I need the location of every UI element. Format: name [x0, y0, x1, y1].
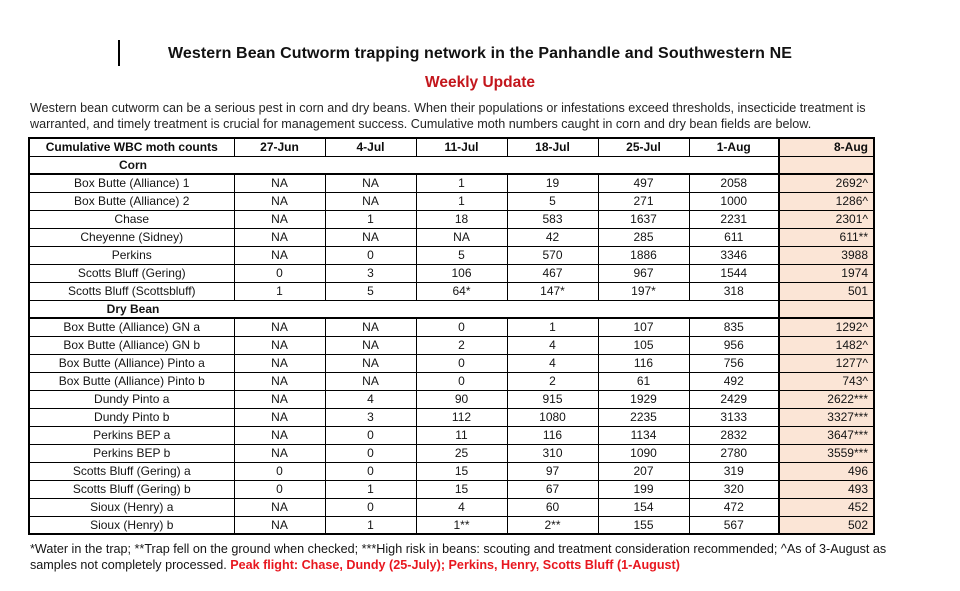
value-cell: 2 [507, 372, 598, 390]
cumulative-highlight-cell: 1286^ [779, 192, 874, 210]
section-label-cell [29, 300, 779, 318]
value-cell: 5 [507, 192, 598, 210]
value-cell: 611 [689, 228, 779, 246]
page-subtitle: Weekly Update [425, 74, 535, 91]
location-cell: Box Butte (Alliance) 2 [29, 192, 234, 210]
section-row [29, 300, 874, 318]
value-cell: NA [234, 516, 325, 534]
footnote-line-1: *Water in the trap; **Trap fell on the ground when checked; ***High risk in beans: scouting and treatment consideration recommended; ^As of 3-August as [30, 542, 887, 557]
cumulative-highlight-cell: 2622*** [779, 390, 874, 408]
table-header-cell: 4-Jul [325, 138, 416, 156]
value-cell: 155 [598, 516, 689, 534]
value-cell: 97 [507, 462, 598, 480]
cumulative-highlight-cell: 3647*** [779, 426, 874, 444]
value-cell: 11 [416, 426, 507, 444]
value-cell: 0 [325, 246, 416, 264]
value-cell: 42 [507, 228, 598, 246]
value-cell: 2235 [598, 408, 689, 426]
table-row [29, 372, 874, 390]
page-title: Western Bean Cutworm trapping network in the Panhandle and Southwestern NE [167, 45, 793, 62]
footnote-peak-flight: Peak flight: Chase, Dundy (25-July); Perkins, Henry, Scotts Bluff (1-August) [230, 558, 680, 573]
value-cell: 2058 [689, 174, 779, 192]
value-cell: 583 [507, 210, 598, 228]
value-cell: 207 [598, 462, 689, 480]
value-cell: 116 [507, 426, 598, 444]
value-cell: 835 [689, 318, 779, 336]
text-cursor [118, 40, 120, 66]
value-cell: 967 [598, 264, 689, 282]
value-cell: NA [325, 336, 416, 354]
value-cell: 2 [416, 336, 507, 354]
section-highlight-cell [779, 300, 874, 318]
value-cell: 1** [416, 516, 507, 534]
value-cell: 318 [689, 282, 779, 300]
table-row [29, 318, 874, 336]
value-cell: 467 [507, 264, 598, 282]
table-row [29, 516, 874, 534]
table-row [29, 444, 874, 462]
table-row [29, 498, 874, 516]
table-row [29, 174, 874, 192]
value-cell: NA [325, 228, 416, 246]
value-cell: 106 [416, 264, 507, 282]
value-cell: 1 [507, 318, 598, 336]
value-cell: 90 [416, 390, 507, 408]
value-cell: NA [416, 228, 507, 246]
value-cell: 0 [234, 480, 325, 498]
value-cell: NA [234, 426, 325, 444]
value-cell: 567 [689, 516, 779, 534]
cumulative-highlight-cell: 2692^ [779, 174, 874, 192]
value-cell: 756 [689, 354, 779, 372]
value-cell: 67 [507, 480, 598, 498]
location-cell: Perkins BEP a [29, 426, 234, 444]
value-cell: 915 [507, 390, 598, 408]
cumulative-highlight-cell: 611** [779, 228, 874, 246]
table-header-cell: 18-Jul [507, 138, 598, 156]
location-cell: Chase [29, 210, 234, 228]
value-cell: 4 [507, 354, 598, 372]
cumulative-highlight-cell: 502 [779, 516, 874, 534]
value-cell: 956 [689, 336, 779, 354]
table-header-row [29, 138, 874, 156]
value-cell: NA [234, 174, 325, 192]
location-cell: Dundy Pinto b [29, 408, 234, 426]
location-cell: Perkins [29, 246, 234, 264]
value-cell: NA [234, 372, 325, 390]
value-cell: 4 [416, 498, 507, 516]
value-cell: 0 [325, 426, 416, 444]
value-cell: 1000 [689, 192, 779, 210]
value-cell: NA [234, 336, 325, 354]
table-header-cell: Cumulative WBC moth counts [29, 138, 234, 156]
value-cell: NA [325, 354, 416, 372]
location-cell: Dundy Pinto a [29, 390, 234, 408]
table-header-cell: 27-Jun [234, 138, 325, 156]
value-cell: 271 [598, 192, 689, 210]
value-cell: 2832 [689, 426, 779, 444]
table-row [29, 462, 874, 480]
location-cell: Box Butte (Alliance) Pinto b [29, 372, 234, 390]
value-cell: 497 [598, 174, 689, 192]
location-cell: Sioux (Henry) a [29, 498, 234, 516]
value-cell: 19 [507, 174, 598, 192]
section-label: Dry Bean [106, 301, 160, 316]
value-cell: NA [234, 246, 325, 264]
value-cell: 1 [325, 210, 416, 228]
value-cell: 319 [689, 462, 779, 480]
table-row [29, 264, 874, 282]
value-cell: 60 [507, 498, 598, 516]
cumulative-highlight-cell: 743^ [779, 372, 874, 390]
value-cell: 61 [598, 372, 689, 390]
footnote-line-2 [30, 557, 935, 573]
section-row [29, 156, 874, 174]
location-cell: Box Butte (Alliance) Pinto a [29, 354, 234, 372]
cumulative-highlight-cell: 501 [779, 282, 874, 300]
cumulative-highlight-cell: 1482^ [779, 336, 874, 354]
value-cell: 3 [325, 264, 416, 282]
value-cell: 4 [325, 390, 416, 408]
value-cell: 15 [416, 462, 507, 480]
cumulative-highlight-cell: 1277^ [779, 354, 874, 372]
value-cell: NA [325, 372, 416, 390]
value-cell: NA [234, 390, 325, 408]
value-cell: 0 [234, 264, 325, 282]
value-cell: 0 [416, 354, 507, 372]
value-cell: 472 [689, 498, 779, 516]
location-cell: Box Butte (Alliance) GN a [29, 318, 234, 336]
location-cell: Cheyenne (Sidney) [29, 228, 234, 246]
location-cell: Scotts Bluff (Gering) b [29, 480, 234, 498]
value-cell: 2** [507, 516, 598, 534]
table-body [29, 156, 874, 534]
cumulative-highlight-cell: 1292^ [779, 318, 874, 336]
table-header-cell: 11-Jul [416, 138, 507, 156]
value-cell: 1637 [598, 210, 689, 228]
value-cell: 1 [325, 480, 416, 498]
value-cell: 1886 [598, 246, 689, 264]
value-cell: 116 [598, 354, 689, 372]
cumulative-highlight-cell: 3988 [779, 246, 874, 264]
value-cell: NA [234, 408, 325, 426]
value-cell: 112 [416, 408, 507, 426]
value-cell: 0 [325, 462, 416, 480]
table-row [29, 408, 874, 426]
table-row [29, 228, 874, 246]
value-cell: 199 [598, 480, 689, 498]
table-row [29, 192, 874, 210]
value-cell: 0 [416, 372, 507, 390]
value-cell: 1090 [598, 444, 689, 462]
value-cell: NA [325, 174, 416, 192]
value-cell: 1 [234, 282, 325, 300]
cumulative-highlight-cell: 496 [779, 462, 874, 480]
value-cell: 5 [416, 246, 507, 264]
location-cell: Box Butte (Alliance) 1 [29, 174, 234, 192]
table-header-cell: 25-Jul [598, 138, 689, 156]
value-cell: 147* [507, 282, 598, 300]
intro-paragraph: Western bean cutworm can be a serious pest in corn and dry beans. When their populations or infestations exceed thresholds, insecticide treatment is warranted, and timely treatment is crucial for management success. Cumulative moth numbers caught in corn and dry bean fields are below. [30, 101, 866, 131]
table-header-cell: 8-Aug [779, 138, 874, 156]
value-cell: 1 [416, 174, 507, 192]
cumulative-highlight-cell: 493 [779, 480, 874, 498]
value-cell: 0 [325, 444, 416, 462]
value-cell: 1080 [507, 408, 598, 426]
value-cell: 0 [416, 318, 507, 336]
value-cell: 1 [325, 516, 416, 534]
value-cell: 107 [598, 318, 689, 336]
value-cell: 1929 [598, 390, 689, 408]
table-row [29, 336, 874, 354]
value-cell: 1134 [598, 426, 689, 444]
value-cell: 570 [507, 246, 598, 264]
section-highlight-cell [779, 156, 874, 174]
location-cell: Scotts Bluff (Scottsbluff) [29, 282, 234, 300]
value-cell: 3 [325, 408, 416, 426]
value-cell: 64* [416, 282, 507, 300]
footnote [30, 541, 935, 573]
value-cell: 197* [598, 282, 689, 300]
cumulative-highlight-cell: 452 [779, 498, 874, 516]
value-cell: NA [234, 228, 325, 246]
location-cell: Perkins BEP b [29, 444, 234, 462]
value-cell: 3346 [689, 246, 779, 264]
value-cell: 18 [416, 210, 507, 228]
value-cell: 0 [325, 498, 416, 516]
table-row [29, 480, 874, 498]
value-cell: 3133 [689, 408, 779, 426]
table-row [29, 282, 874, 300]
value-cell: NA [234, 444, 325, 462]
value-cell: 320 [689, 480, 779, 498]
value-cell: 5 [325, 282, 416, 300]
location-cell: Scotts Bluff (Gering) [29, 264, 234, 282]
value-cell: 1544 [689, 264, 779, 282]
value-cell: 25 [416, 444, 507, 462]
table-row [29, 426, 874, 444]
location-cell: Sioux (Henry) b [29, 516, 234, 534]
cumulative-highlight-cell: 2301^ [779, 210, 874, 228]
value-cell: NA [234, 210, 325, 228]
value-cell: 0 [234, 462, 325, 480]
cumulative-highlight-cell: 1974 [779, 264, 874, 282]
section-label: Corn [119, 157, 147, 172]
value-cell: 2429 [689, 390, 779, 408]
location-cell: Scotts Bluff (Gering) a [29, 462, 234, 480]
value-cell: NA [234, 498, 325, 516]
value-cell: NA [234, 354, 325, 372]
value-cell: NA [234, 192, 325, 210]
value-cell: 4 [507, 336, 598, 354]
value-cell: 285 [598, 228, 689, 246]
value-cell: 492 [689, 372, 779, 390]
value-cell: 1 [416, 192, 507, 210]
table-row [29, 390, 874, 408]
footnote-line-2-black: samples not completely processed. [30, 558, 231, 573]
value-cell: 15 [416, 480, 507, 498]
section-label-cell [29, 156, 779, 174]
value-cell: 105 [598, 336, 689, 354]
table-row [29, 210, 874, 228]
table-header-cell: 1-Aug [689, 138, 779, 156]
value-cell: NA [325, 192, 416, 210]
value-cell: 2231 [689, 210, 779, 228]
table-row [29, 246, 874, 264]
wbc-moth-count-table [28, 137, 875, 535]
value-cell: 154 [598, 498, 689, 516]
value-cell: NA [325, 318, 416, 336]
value-cell: NA [234, 318, 325, 336]
value-cell: 310 [507, 444, 598, 462]
location-cell: Box Butte (Alliance) GN b [29, 336, 234, 354]
cumulative-highlight-cell: 3327*** [779, 408, 874, 426]
cumulative-highlight-cell: 3559*** [779, 444, 874, 462]
value-cell: 2780 [689, 444, 779, 462]
table-row [29, 354, 874, 372]
